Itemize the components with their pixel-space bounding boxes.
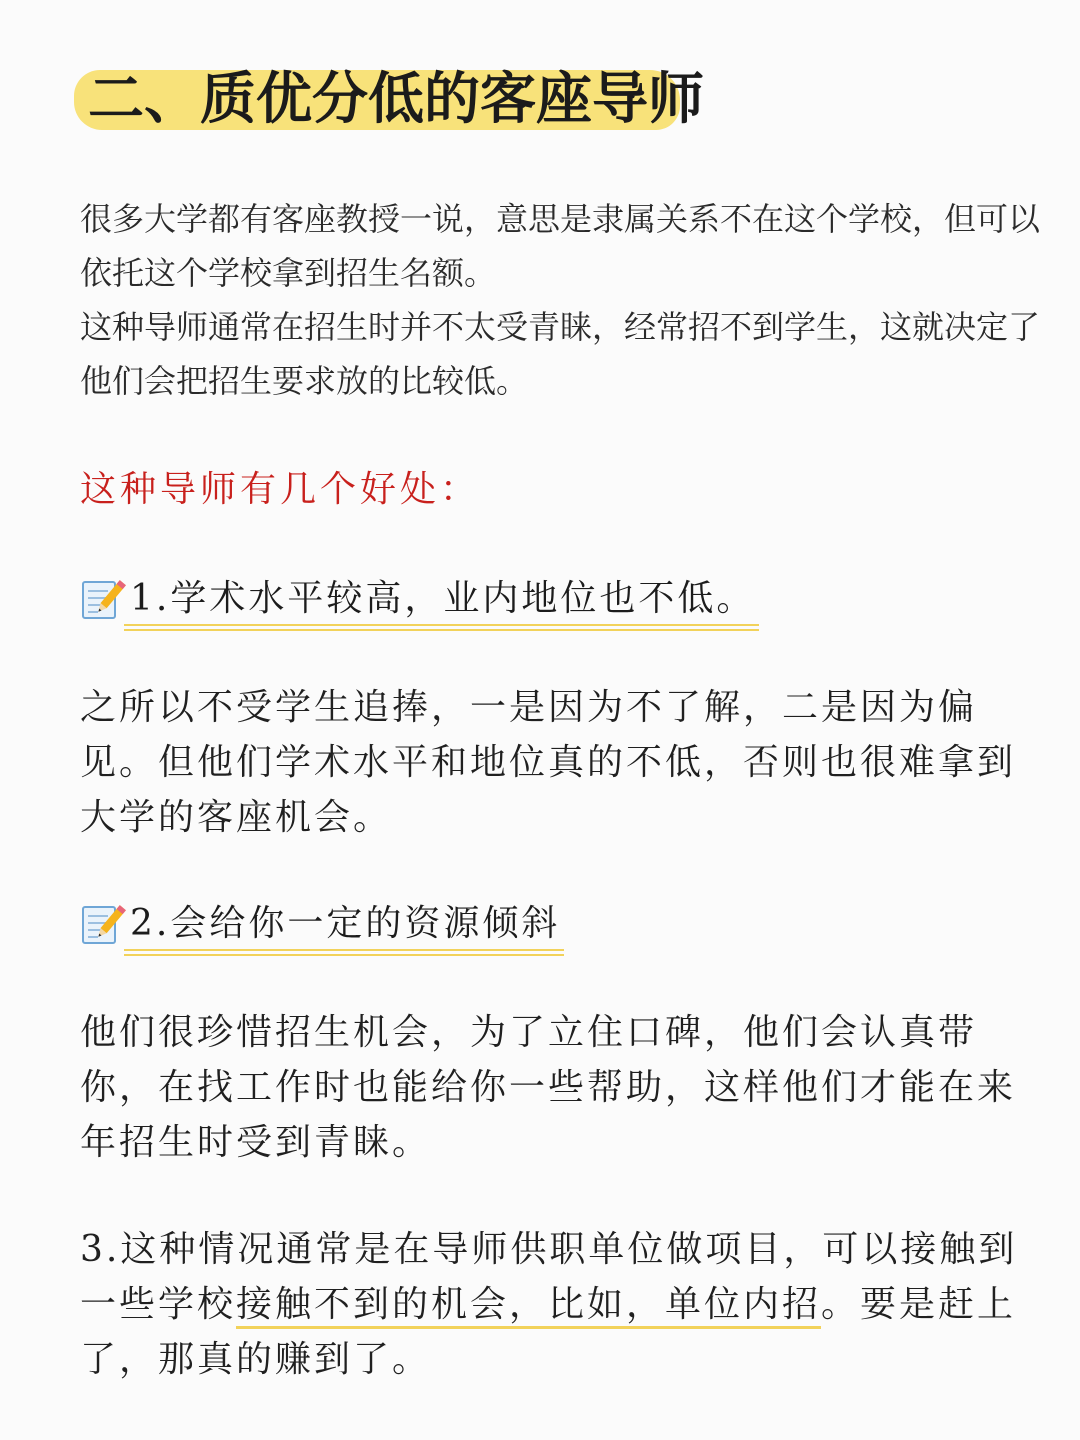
point-1-heading-text: 1.学术水平较高，业内地位也不低。: [130, 571, 755, 627]
page-title: 二、质优分低的客座导师: [88, 67, 704, 132]
benefits-heading: 这种导师有几个好处：: [80, 469, 481, 510]
point-1-heading: [80, 571, 755, 627]
point-1-body: 之所以不受学生追捧，一是因为不了解，二是因为偏见。但他们学术水平和地位真的不低，否则也很难拿到大学的客座机会。: [80, 687, 1017, 838]
point-3-body-part1: 3.这种情况通常是在导师供职单位做项目，可以接触到一些学校: [80, 1229, 1018, 1325]
memo-icon: [80, 901, 126, 947]
point-2-heading-text: 2.会给你一定的资源倾斜: [130, 896, 560, 952]
intro-line-2: 这种导师通常在招生时并不太受青睐，经常招不到学生，这就决定了他们会把招生要求放的比较低。: [80, 308, 1041, 400]
point-3-body-part3: 。要是赶上了，那真的赚到了。: [80, 1284, 1017, 1380]
memo-icon: [80, 576, 126, 622]
point-3-underlined: 接触不到的机会，比如，单位内招: [236, 1284, 821, 1329]
title-block: [74, 62, 704, 138]
intro-paragraph: [80, 192, 1040, 408]
point-2-heading: [80, 896, 560, 952]
intro-line-1: 很多大学都有客座教授一说，意思是隶属关系不在这个学校，但可以依托这个学校拿到招生名额。: [80, 200, 1041, 292]
point-3-body: [80, 1222, 1030, 1387]
point-2-body: 他们很珍惜招生机会，为了立住口碑，他们会认真带你，在找工作时也能给你一些帮助，这样他们才能在来年招生时受到青睐。: [80, 1012, 1017, 1163]
